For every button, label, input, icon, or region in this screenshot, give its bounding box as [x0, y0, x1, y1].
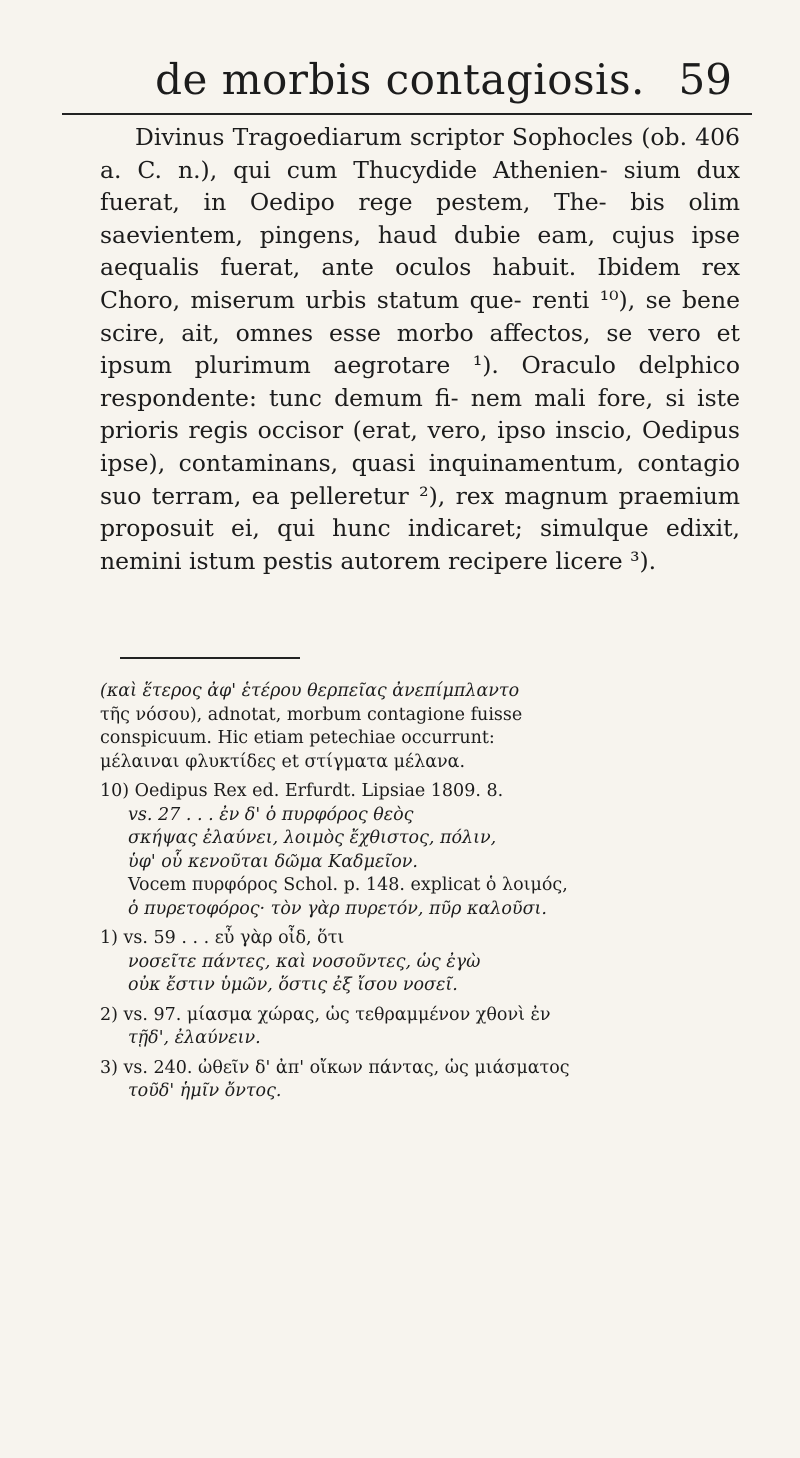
footnote-10: [100, 780, 740, 921]
footnote-line: μέλαιναι φλυκτίδες et στίγματα μέλανα.: [100, 751, 466, 772]
running-title: de morbis contagiosis.: [155, 55, 645, 104]
footnote-line: (καὶ ἕτερος ἀφ' ἑτέρου θερπεῖας ἀνεπίμπλαντο: [100, 681, 520, 701]
footnote-line: 3) vs. 240. ὠθεῖν δ' ἀπ' οἴκων πάντας, ὡς μιάσματος: [100, 1057, 570, 1078]
footnote-line: conspicuum. Hic etiam petechiae occurrunt:: [100, 728, 495, 748]
footnote-line: τῆς νόσου), adnotat, morbum contagione fuisse: [100, 704, 523, 725]
footnote-line: σκήψας ἐλαύνει, λοιμὸς ἔχθιστος, πόλιν,: [128, 828, 497, 848]
running-header: [0, 55, 800, 115]
footnote-line: vs. 27 . . . ἐν δ' ὁ πυρφόρος θεὸς: [128, 804, 414, 825]
footnote-rule: [120, 657, 300, 659]
footnote-line: οὐκ ἔστιν ὑμῶν, ὅστις ἐξ ἴσου νοσεῖ.: [128, 975, 458, 995]
footnote-line: 2) vs. 97. μίασμα χώρας, ὡς τεθραμμένον χθονὶ ἐν: [100, 1004, 551, 1025]
body-paragraph: Divinus Tragoediarum scriptor Sophocles (ob. 406 a. C. n.), qui cum Thucydide Athenien- sium dux fuerat, in Oedipo rege pestem, The- bis olim saevientem, pingens, haud dubie eam, cujus ipse aequalis fuerat, ante oculos habuit. Ibidem rex Choro, miserum urbis statum que- renti ¹⁰), se bene scire, ait, omnes esse morbo affectos, se vero et ipsum plurimum aegrotare ¹). Oraculo delphico respondente: tunc demum fi- nem mali fore, si iste prioris regis occisor (erat, vero, ipso inscio, Oedipus ipse), contaminans, quasi inquinamentum, contagio suo terram, ea pelleretur ²), rex magnum praemium proposuit ei, qui hunc indicaret; simulque edixit, nemini istum pestis autorem recipere licere ³).: [100, 123, 740, 575]
footnote-line: ὁ πυρετοφόρος· τὸν γὰρ πυρετόν, πῦρ καλοῦσι.: [128, 898, 547, 919]
footnote-line: τοῦδ' ἡμῖν ὄντος.: [128, 1081, 282, 1101]
footnote-continuation: [100, 680, 740, 774]
footnote-line: ὑφ' οὗ κενοῦται δῶμα Καδμεῖον.: [128, 851, 418, 872]
footnote-line: νοσεῖτε πάντες, καὶ νοσοῦντες, ὡς ἐγὼ: [128, 951, 481, 972]
footnote-3: [100, 1057, 740, 1104]
page-number: 59: [678, 55, 732, 104]
footnotes: [100, 680, 740, 1110]
footnote-1: [100, 927, 740, 998]
footnote-line: Vocem πυρφόρος Schol. p. 148. explicat ὁ λοιμός,: [128, 875, 568, 895]
footnote-line: 1) vs. 59 . . . εὖ γὰρ οἶδ, ὅτι: [100, 928, 345, 948]
main-text: [100, 121, 740, 577]
header-rule: [62, 113, 752, 115]
footnote-line: 10) Oedipus Rex ed. Erfurdt. Lipsiae 1809. 8.: [100, 781, 504, 801]
footnote-2: [100, 1004, 740, 1051]
footnote-line: τῇδ', ἐλαύνειν.: [128, 1028, 261, 1048]
